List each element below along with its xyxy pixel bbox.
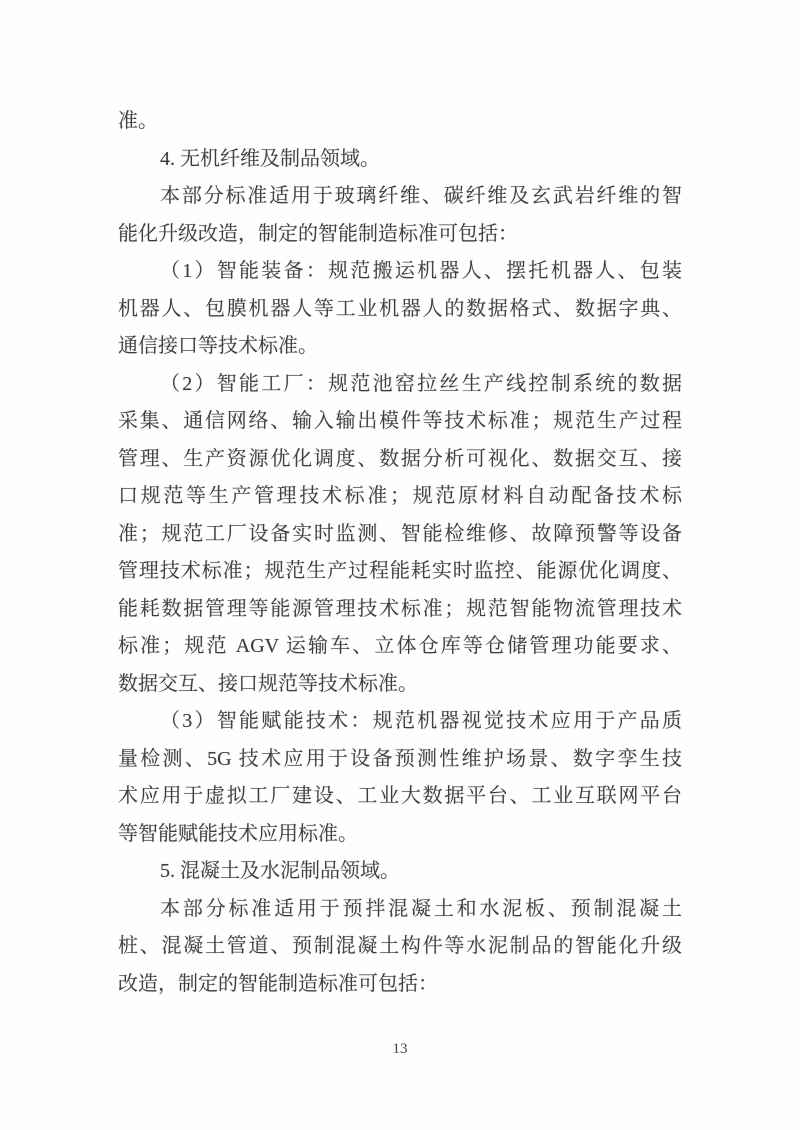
- text-line: 口规范等生产管理技术标准；规范原材料自动配备技术标: [118, 485, 682, 507]
- text-line: 标准；规范 AGV 运输车、立体仓库等仓储管理功能要求、: [118, 635, 682, 657]
- text-line: 本部分标准适用于预拌混凝土和水泥板、预制混凝土: [160, 897, 682, 920]
- text-line: 管理、生产资源优化调度、数据分析可视化、数据交互、接: [118, 447, 682, 470]
- text-line: 量检测、5G 技术应用于设备预测性维护场景、数字孪生技: [118, 747, 682, 770]
- text-line: （2）智能工厂：规范池窑拉丝生产线控制系统的数据: [160, 372, 682, 395]
- text-line: （3）智能赋能技术：规范机器视觉技术应用于产品质: [160, 710, 682, 732]
- text-line: 准；规范工厂设备实时监测、智能检维修、故障预警等设备: [118, 522, 682, 545]
- text-line: 能化升级改造，制定的智能制造标准可包括：: [118, 222, 518, 245]
- text-line: 数据交互、接口规范等技术标准。: [118, 672, 418, 695]
- text-line: 机器人、包膜机器人等工业机器人的数据格式、数据字典、: [118, 297, 682, 320]
- page-number: 13: [392, 1041, 408, 1057]
- section-heading-5: 5. 混凝土及水泥制品领域。: [160, 860, 400, 882]
- text-line: 桩、混凝土管道、预制混凝土构件等水泥制品的智能化升级: [118, 935, 682, 957]
- section-heading-4: 4. 无机纤维及制品领域。: [160, 147, 380, 170]
- text-line: 改造，制定的智能制造标准可包括：: [118, 972, 438, 995]
- text-line: 准。: [118, 110, 158, 132]
- text-line: 本部分标准适用于玻璃纤维、碳纤维及玄武岩纤维的智: [160, 185, 682, 207]
- text-line: （1）智能装备：规范搬运机器人、摆托机器人、包装: [160, 260, 682, 282]
- text-line: 术应用于虚拟工厂建设、工业大数据平台、工业互联网平台: [118, 785, 682, 807]
- text-line: 通信接口等技术标准。: [118, 335, 318, 357]
- body-text: [118, 103, 682, 1003]
- text-line: 采集、通信网络、输入输出模件等技术标准；规范生产过程: [118, 410, 682, 432]
- text-line: 管理技术标准；规范生产过程能耗实时监控、能源优化调度、: [118, 560, 682, 582]
- text-line: 等智能赋能技术应用标准。: [118, 822, 358, 845]
- text-line: 能耗数据管理等能源管理技术标准；规范智能物流管理技术: [118, 597, 682, 620]
